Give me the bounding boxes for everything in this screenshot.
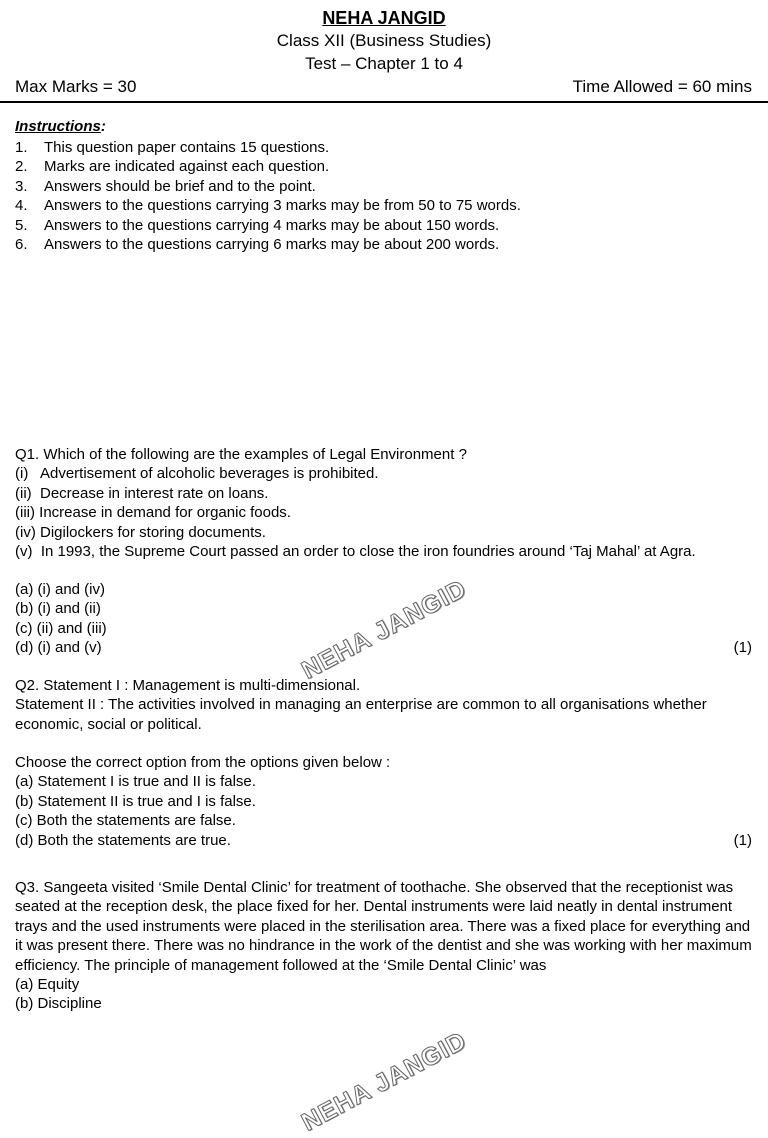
option-row-with-marks	[15, 831, 752, 850]
question-1-text: Q1. Which of the following are the examples of Legal Environment ?	[15, 446, 467, 463]
item-number: 2.	[15, 158, 28, 176]
watermark-logo: NEHA JANGID	[297, 574, 472, 685]
option: (b) (i) and (ii)	[15, 600, 101, 618]
class-title: Class XII (Business Studies)	[276, 31, 492, 50]
option: (d) (i) and (v)	[15, 639, 102, 657]
question-1-item: (i) Advertisement of alcoholic beverages is prohibited.	[15, 465, 379, 483]
item-number: 6.	[15, 236, 28, 254]
item-number: 5.	[15, 216, 28, 234]
question-2-options	[15, 753, 752, 850]
option: (a) (i) and (iv)	[15, 581, 106, 598]
question-1-item: (iii) Increase in demand for organic foods.	[15, 504, 291, 522]
list-item	[15, 196, 521, 215]
item-text: Answers to the questions carrying 4 marks may be about 150 words.	[44, 216, 500, 234]
option: (b) Discipline	[15, 995, 102, 1013]
question-3	[15, 878, 752, 1014]
item-number: 3.	[15, 177, 28, 195]
list-item	[15, 216, 521, 235]
test-title: Test – Chapter 1 to 4	[305, 54, 463, 73]
instructions-heading-colon: :	[100, 118, 106, 135]
question-1-item: (ii) Decrease in interest rate on loans.	[15, 484, 269, 502]
time-allowed: Time Allowed = 60 mins	[572, 77, 752, 96]
option: (c) Both the statements are false.	[15, 812, 236, 830]
statement-1: Q2. Statement I : Management is multi-dimensional.	[15, 677, 361, 694]
instructions-heading-text: Instructions	[15, 118, 101, 135]
choose-instruction: Choose the correct option from the options given below :	[15, 754, 391, 771]
max-marks: Max Marks = 30	[15, 77, 137, 96]
option: (a) Statement I is true and II is false.	[15, 773, 256, 791]
option: (c) (ii) and (iii)	[15, 619, 107, 637]
instructions-list	[15, 138, 521, 254]
question-2	[15, 676, 752, 734]
option: (a) Equity	[15, 976, 80, 994]
item-text: Marks are indicated against each question.	[44, 158, 330, 176]
item-number: 1.	[15, 139, 28, 156]
marks-time-row	[15, 76, 752, 98]
item-text: This question paper contains 15 questions.	[44, 139, 330, 156]
list-item	[15, 157, 521, 176]
header-divider	[0, 101, 768, 103]
item-text: Answers should be brief and to the point.	[44, 177, 316, 195]
question-1-item: (iv) Digilockers for storing documents.	[15, 523, 266, 541]
question-1-item: (v) In 1993, the Supreme Court passed an order to close the iron foundries around ‘Taj Mahal’ at Agra.	[15, 543, 696, 561]
option: (b) Statement II is true and I is false.	[15, 792, 256, 810]
author-name: NEHA JANGID	[322, 8, 446, 28]
instructions-heading	[15, 117, 106, 136]
question-1	[15, 445, 752, 561]
marks-label: (1)	[733, 639, 752, 657]
item-text: Answers to the questions carrying 3 marks may be from 50 to 75 words.	[44, 197, 521, 215]
list-item	[15, 177, 521, 196]
item-number: 4.	[15, 197, 28, 215]
question-3-text: Q3. Sangeeta visited ‘Smile Dental Clinic’ for treatment of toothache. She observed that the receptionist was seated at the reception desk, the place fixed for her. Dental instruments were laid neatly in dental instrument trays and the used instruments were placed in the sterilisation area. There was a fixed place for everything and it was present there. There was no hindrance in the work of the dentist and she was working with her maximum efficiency. The principle of management followed at the ‘Smile Dental Clinic’ was	[15, 879, 752, 974]
marks-label: (1)	[733, 831, 752, 849]
list-item	[15, 138, 521, 157]
paper-header	[0, 7, 768, 75]
watermark-logo: NEHA JANGID	[297, 1026, 472, 1137]
item-text: Answers to the questions carrying 6 marks may be about 200 words.	[44, 236, 500, 254]
statement-2: Statement II : The activities involved in managing an enterprise are common to all organisations whether economic, social or political.	[15, 696, 707, 733]
list-item	[15, 235, 521, 254]
option: (d) Both the statements are true.	[15, 831, 231, 849]
